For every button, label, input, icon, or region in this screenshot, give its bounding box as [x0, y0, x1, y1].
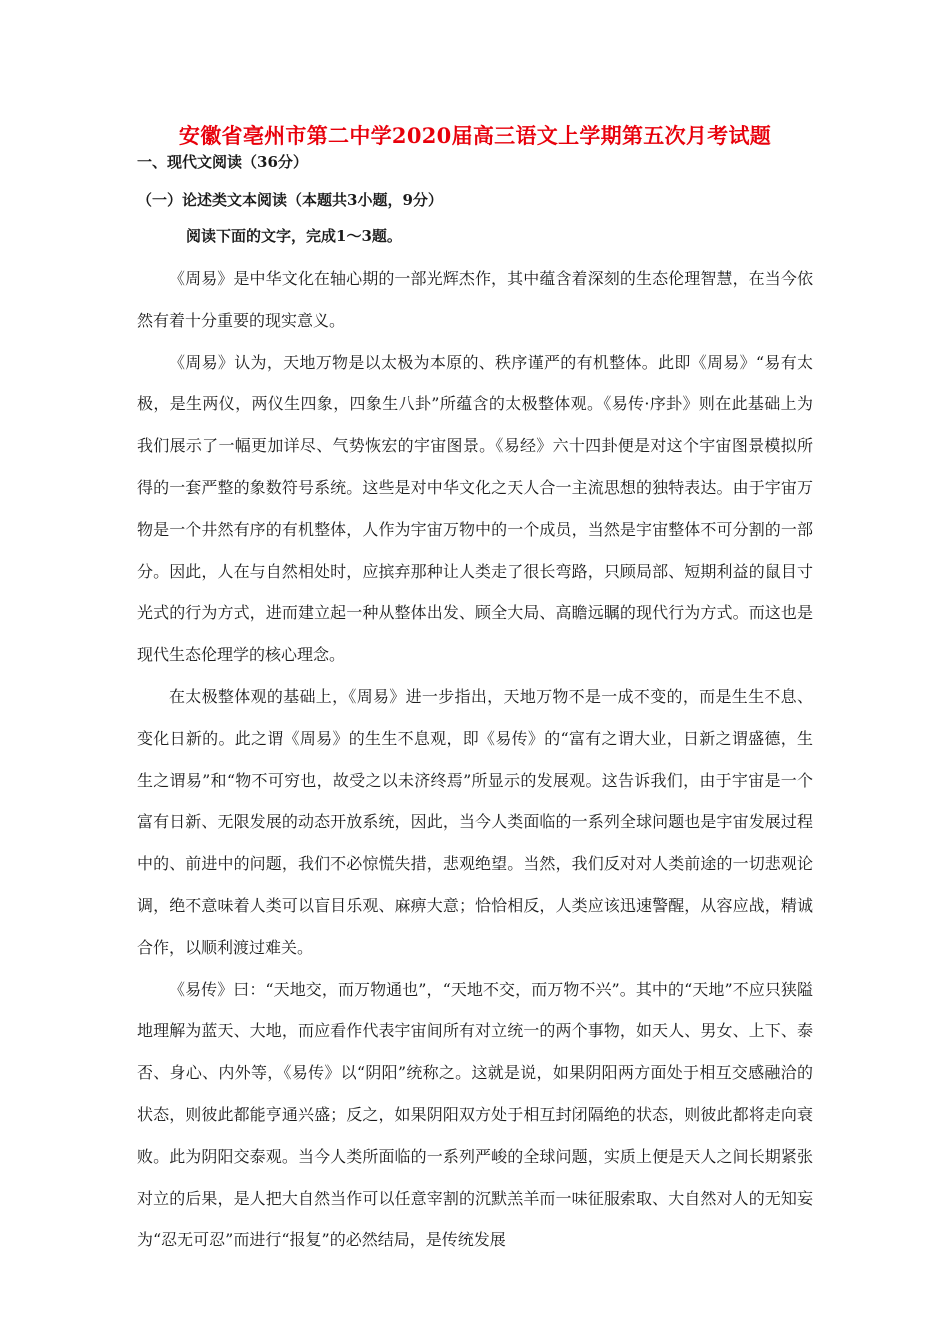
passage-paragraph: 《周易》认为，天地万物是以太极为本原的、秩序谨严的有机整体。此即《周易》“易有太极，是生两仪，两仪生四象，四象生八卦”所蕴含的太极整体观。《易传·序卦》则在此基础上为我们展示了一幅更加详尽、气势恢宏的宇宙图景。《易经》六十四卦便是对这个宇宙图景模拟所得的一套严整的象数符号系统。这些是对中华文化之天人合一主流思想的独特表达。由于宇宙万物是一个井然有序的有机整体，人作为宇宙万物中的一个成员，当然是宇宙整体不可分割的一部分。因此，人在与自然相处时，应摈弃那种让人类走了很长弯路，只顾局部、短期利益的鼠目寸光式的行为方式，进而建立起一种从整体出发、顾全大局、高瞻远瞩的现代行为方式。而这也是现代生态伦理学的核心理念。 — [137, 352, 813, 665]
section-heading-modern-reading: 一、现代文阅读（36分） — [137, 153, 308, 171]
exam-title: 安徽省亳州市第二中学2020届高三语文上学期第五次月考试题 — [178, 123, 772, 148]
passage-body — [137, 258, 813, 1261]
passage-paragraph: 《周易》是中华文化在轴心期的一部光辉杰作，其中蕴含着深刻的生态伦理智慧，在当今依然有着十分重要的现实意义。 — [137, 269, 813, 330]
passage-paragraph: 《易传》曰：“天地交，而万物通也”，“天地不交，而万物不兴”。其中的“天地”不应只狭隘地理解为蓝天、大地，而应看作代表宇宙间所有对立统一的两个事物，如天人、男女、上下、泰否、身心、内外等，《易传》以“阴阳”统称之。这就是说，如果阴阳两方面处于相互交感融洽的状态，则彼此都能亨通兴盛；反之，如果阴阳双方处于相互封闭隔绝的状态，则彼此都将走向衰败。此为阴阳交泰观。当今人类所面临的一系列严峻的全球问题，实质上便是天人之间长期紧张对立的后果，是人把大自然当作可以任意宰割的沉默羔羊而一味征服索取、大自然对人的无知妄为“忍无可忍”而进行“报复”的必然结局，是传统发展 — [137, 979, 813, 1250]
passage-paragraph: 在太极整体观的基础上，《周易》进一步指出，天地万物不是一成不变的，而是生生不息、变化日新的。此之谓《周易》的生生不息观，即《易传》的“富有之谓大业，日新之谓盛德，生生之谓易”和“物不可穷也，故受之以未济终焉”所显示的发展观。这告诉我们，由于宇宙是一个富有日新、无限发展的动态开放系统，因此，当今人类面临的一系列全球问题也是宇宙发展过程中的、前进中的问题，我们不必惊慌失措，悲观绝望。当然，我们反对对人类前途的一切悲观论调，绝不意味着人类可以盲目乐观、麻痹大意；恰恰相反，人类应该迅速警醒，从容应战，精诚合作，以顺利渡过难关。 — [137, 686, 813, 957]
reading-instruction: 阅读下面的文字，完成1～3题。 — [186, 227, 402, 245]
subsection-heading-argumentative: （一）论述类文本阅读（本题共3小题，9分） — [137, 191, 443, 209]
